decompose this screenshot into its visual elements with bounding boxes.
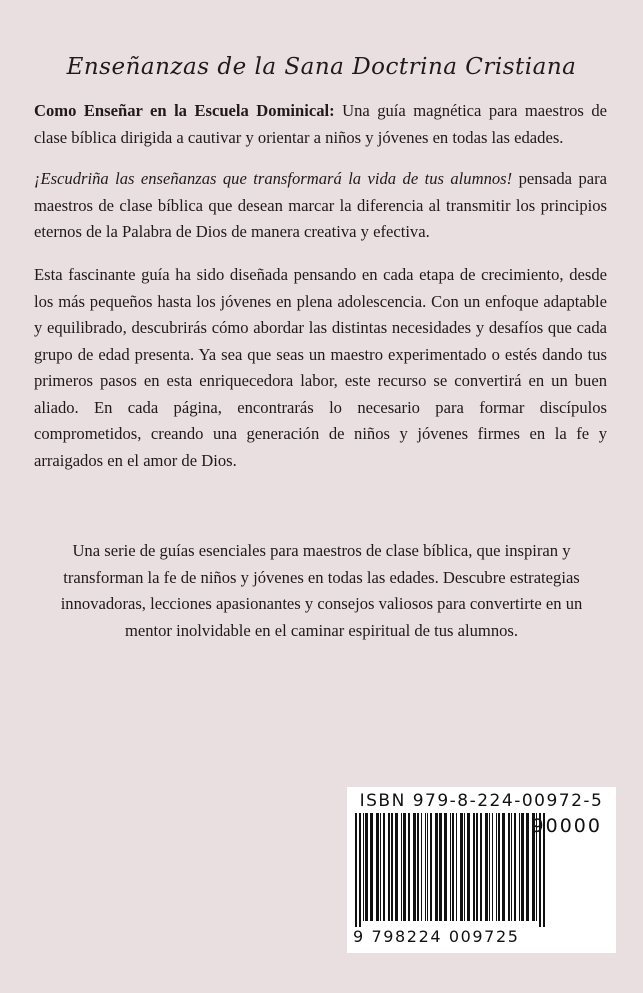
barcode-bar [476, 813, 478, 921]
barcode-bar [496, 813, 497, 921]
barcode-bar [380, 813, 381, 921]
series-paragraph: Una serie de guías esenciales para maestros de clase bíblica, que inspiran y transforman la fe de niños y jóvenes en todas las edades. Descubre estrategias innovadoras, lecciones apasionantes y consejos valiosos para convertirte en un mentor inolvidable en el caminar espiritual de tus alumnos. [60, 541, 583, 640]
description-paragraph: Esta fascinante guía ha sido diseñada pensando en cada etapa de crecimiento, desde los más pequeños hasta los jóvenes en plena adolescencia. Con un enfoque adaptable y equilibrado, descubrirás cómo abordar las distintas necesidades y desafíos que cada grupo de edad presenta. Ya sea que seas un maestro experimentado o estés dando tus primeros pasos en esta enriquecedora labor, este recurso se convertirá en un buen aliado. En cada página, encontrarás lo necesario para formar discípulos comprometidos, creando una generación de niños y jóvenes firmes en la fe y arraigados en el amor de Dios. [34, 265, 607, 470]
barcode-bar [376, 813, 379, 921]
barcode-bar [464, 813, 465, 921]
barcode-bar [388, 813, 390, 921]
barcode-bar [435, 813, 438, 921]
barcode-bar [439, 813, 442, 921]
barcode-bar [489, 813, 490, 921]
barcode-bar [425, 813, 426, 921]
barcode-bar [498, 813, 500, 921]
barcode-bar [450, 813, 451, 921]
barcode-bar [473, 813, 475, 921]
cover-title: Enseñanzas de la Sana Doctrina Cristiana [66, 54, 577, 80]
barcode-bar [417, 813, 419, 921]
barcode-bar [444, 813, 447, 921]
barcode-bar [383, 813, 385, 921]
barcode-bar [391, 813, 393, 921]
barcode-bar [395, 813, 398, 921]
barcode-bar [511, 813, 512, 921]
intro-text: Una guía magnética para maestros de clase bíblica dirigida a cautivar y orientar a niños y jóvenes en todas las edades. [34, 101, 607, 147]
barcode-bar [467, 813, 470, 921]
barcode-bar [485, 813, 488, 921]
isbn-barcode [347, 787, 616, 953]
barcode-bar [359, 813, 361, 927]
barcode-bar [421, 813, 422, 921]
intro-paragraph [34, 98, 607, 151]
hook-paragraph [34, 166, 607, 246]
intro-lead: Como Enseñar en la Escuela Dominical: [34, 101, 335, 120]
hook-text: pensada para maestros de clase bíblica que desean marcar la diferencia al transmitir los principios eternos de la Palabra de Dios de manera creativa y efectiva. [34, 169, 607, 241]
price-code: 90000 [531, 815, 602, 837]
barcode-bar [363, 813, 364, 921]
barcode-bar [456, 813, 457, 921]
ean-number: 9 798224 009725 [353, 927, 520, 946]
hook-lead: ¡Escudriña las enseñanzas que transformará la vida de tus alumnos! [34, 169, 513, 188]
barcode-bar [514, 813, 516, 921]
barcode-bar [508, 813, 510, 921]
barcode-bar [502, 813, 505, 921]
barcode-bar [492, 813, 493, 921]
barcode-bar [413, 813, 416, 921]
barcode-bar [519, 813, 520, 921]
barcode-bar [526, 813, 529, 921]
barcode-bar [521, 813, 524, 921]
barcode-bar [430, 813, 432, 921]
barcode-bar [403, 813, 406, 921]
barcode-bar [370, 813, 373, 921]
barcode-bar [365, 813, 368, 921]
barcode-bar [355, 813, 357, 927]
barcode-bar [427, 813, 428, 921]
barcode-bar [401, 813, 402, 921]
isbn-label: ISBN 979-8-224-00972-5 [359, 791, 604, 811]
barcode-bar [480, 813, 482, 921]
barcode-bar [460, 813, 463, 921]
barcode-bar [452, 813, 454, 921]
barcode-bars [355, 813, 555, 927]
barcode-bar [408, 813, 410, 921]
